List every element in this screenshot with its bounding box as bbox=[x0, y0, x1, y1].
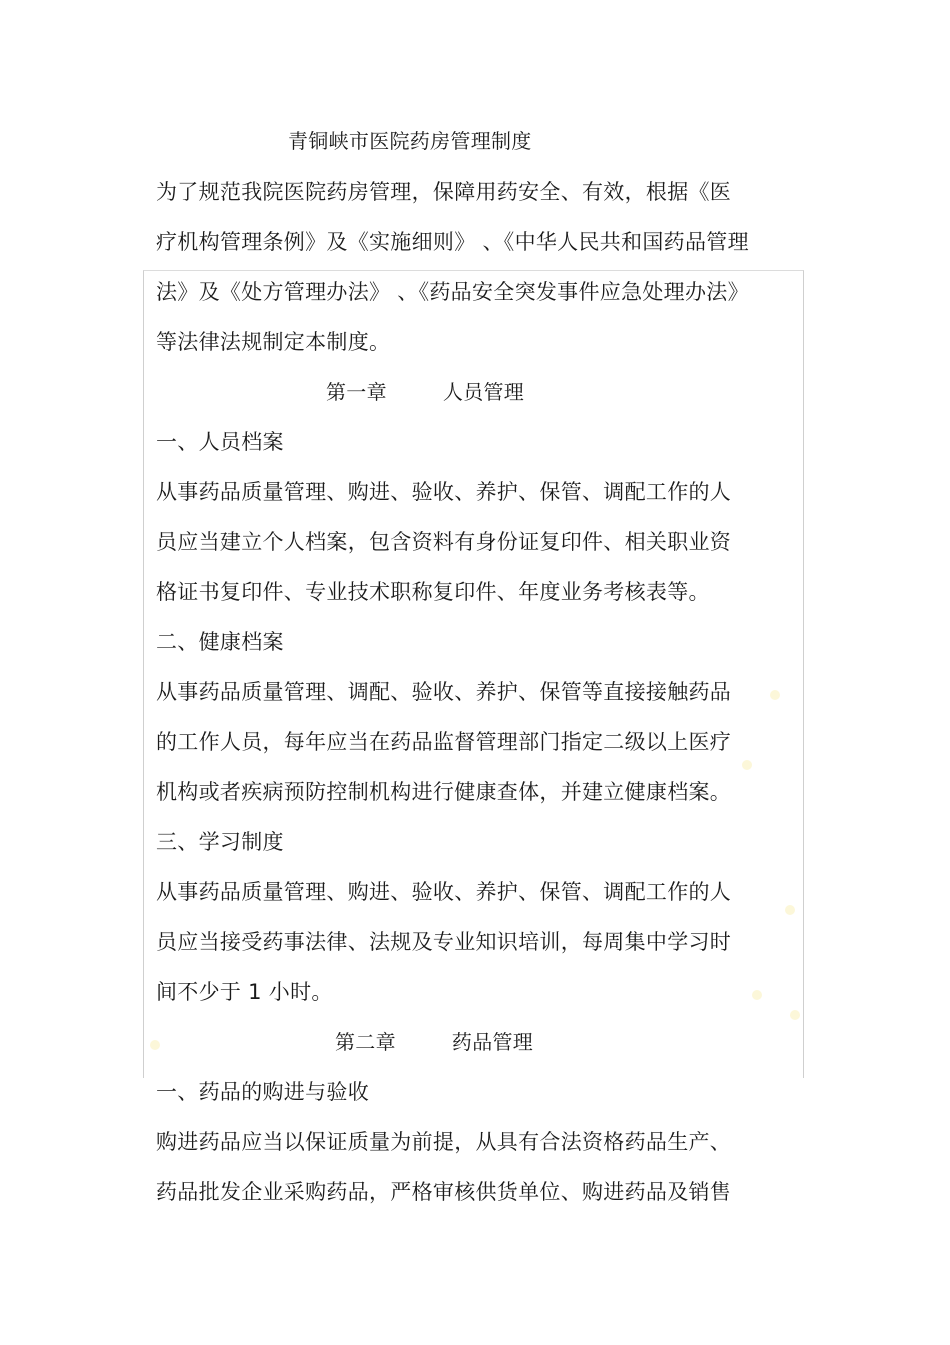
section-heading: 三、学习制度 bbox=[156, 830, 284, 854]
chapter-heading bbox=[335, 1028, 533, 1056]
paper-speck bbox=[752, 990, 762, 1000]
section-heading: 一、药品的购进与验收 bbox=[156, 1080, 369, 1104]
document-title: 青铜峡市医院药房管理制度 bbox=[288, 129, 532, 153]
intro-line: 为了规范我院医院药房管理，保障用药安全、有效，根据《医 bbox=[156, 180, 732, 204]
paper-speck bbox=[150, 1040, 160, 1050]
body-line: 间不少于 1 小时。 bbox=[156, 980, 333, 1004]
chapter-name: 人员管理 bbox=[442, 380, 525, 404]
section-heading: 二、健康档案 bbox=[156, 630, 284, 654]
paper-speck bbox=[742, 760, 752, 770]
body-line: 员应当建立个人档案，包含资料有身份证复印件、相关职业资 bbox=[156, 530, 732, 554]
body-line: 购进药品应当以保证质量为前提，从具有合法资格药品生产、 bbox=[156, 1130, 732, 1154]
chapter-heading bbox=[326, 378, 524, 406]
chapter-number: 第一章 bbox=[326, 380, 387, 404]
chapter-number: 第二章 bbox=[335, 1030, 396, 1054]
body-line: 机构或者疾病预防控制机构进行健康查体，并建立健康档案。 bbox=[156, 780, 732, 804]
intro-line: 法》及《处方管理办法》 、《药品安全突发事件应急处理办法》 bbox=[156, 280, 749, 304]
intro-line: 疗机构管理条例》及《实施细则》 、《中华人民共和国药品管理 bbox=[156, 230, 749, 254]
body-line: 从事药品质量管理、调配、验收、养护、保管等直接接触药品 bbox=[156, 680, 732, 704]
paper-speck bbox=[790, 1010, 800, 1020]
paper-speck bbox=[770, 690, 780, 700]
body-line: 从事药品质量管理、购进、验收、养护、保管、调配工作的人 bbox=[156, 880, 732, 904]
paper-speck bbox=[785, 905, 795, 915]
body-line: 从事药品质量管理、购进、验收、养护、保管、调配工作的人 bbox=[156, 480, 732, 504]
chapter-name: 药品管理 bbox=[451, 1030, 534, 1054]
body-line: 的工作人员，每年应当在药品监督管理部门指定二级以上医疗 bbox=[156, 730, 732, 754]
intro-line: 等法律法规制定本制度。 bbox=[156, 330, 391, 354]
body-line: 员应当接受药事法律、法规及专业知识培训，每周集中学习时 bbox=[156, 930, 732, 954]
body-line: 药品批发企业采购药品，严格审核供货单位、购进药品及销售 bbox=[156, 1180, 732, 1204]
section-heading: 一、人员档案 bbox=[156, 430, 284, 454]
body-line: 格证书复印件、专业技术职称复印件、年度业务考核表等。 bbox=[156, 580, 710, 604]
